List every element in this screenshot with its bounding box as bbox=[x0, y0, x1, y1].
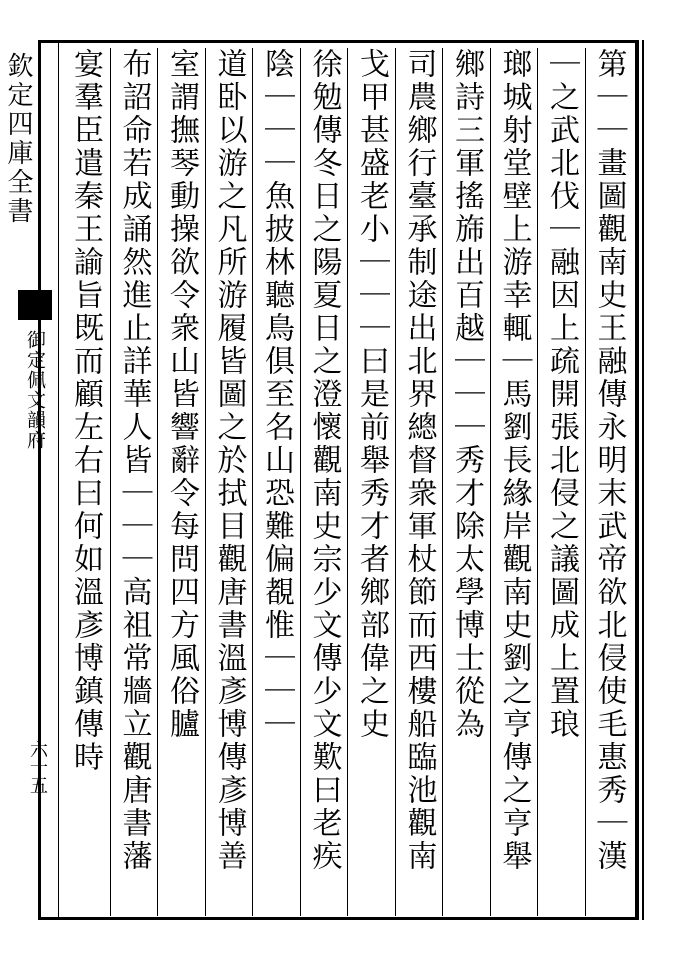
column-text: 宴羣臣遣秦王諭旨既而顧左右曰何如溫彥博鎮傳時 bbox=[68, 48, 103, 774]
text-column bbox=[62, 48, 110, 916]
text-column bbox=[347, 48, 395, 916]
page-frame-right-rule bbox=[638, 40, 644, 920]
text-columns bbox=[62, 48, 632, 916]
column-text: 戈甲甚盛老小｜｜｜曰是前舉秀才者鄉部偉之史 bbox=[354, 48, 389, 741]
text-column bbox=[300, 48, 348, 916]
text-column bbox=[395, 48, 443, 916]
text-column bbox=[205, 48, 253, 916]
margin-black-bar bbox=[18, 290, 52, 320]
column-text: 室謂撫琴動操欲令衆山皆響辭令每問四方風俗臚 bbox=[164, 48, 199, 741]
column-text: 司農鄉行臺承制途出北界總督衆軍杖節而西樓船臨池觀南 bbox=[401, 48, 437, 873]
text-column bbox=[252, 48, 300, 916]
column-text: 第｜｜畫圖觀南史王融傳永明末武帝欲北侵使毛惠秀｜漢 bbox=[591, 48, 627, 873]
column-text: 道卧以游之凡所游履皆圖之於拭目觀唐書溫彥博傳彥博善 bbox=[211, 48, 247, 873]
text-column bbox=[490, 48, 538, 916]
text-column bbox=[157, 48, 205, 916]
text-column bbox=[537, 48, 585, 916]
column-text: 瑯城射堂壁上游幸輒｜馬劉長緣岸觀南史劉之亨傳之亨舉 bbox=[496, 48, 532, 873]
column-text: 鄉詩三軍搖旆出百越｜｜｜秀才除太學博士從為 bbox=[449, 48, 484, 741]
margin-book-title: 御定佩文韻府 bbox=[24, 330, 46, 450]
text-column bbox=[585, 48, 633, 916]
column-text: ｜之武北伐｜融因上疏開張北侵之議圖成上置琅 bbox=[544, 48, 579, 741]
column-text: 陰｜｜｜魚披林聽鳥俱至名山恐難偏覩惟｜｜｜ bbox=[259, 48, 294, 741]
margin-collection-title: 欽定四庫全書 bbox=[3, 52, 33, 226]
margin-page-number: 六十五 bbox=[27, 740, 48, 794]
column-text: 布詔命若成誦然進止詳華人皆｜｜｜高祖常牆立觀唐書藩 bbox=[116, 48, 152, 873]
text-column bbox=[442, 48, 490, 916]
text-column bbox=[110, 48, 158, 916]
column-text: 徐勉傳冬日之陽夏日之澄懷觀南史宗少文傳少文歎曰老疾 bbox=[306, 48, 342, 873]
